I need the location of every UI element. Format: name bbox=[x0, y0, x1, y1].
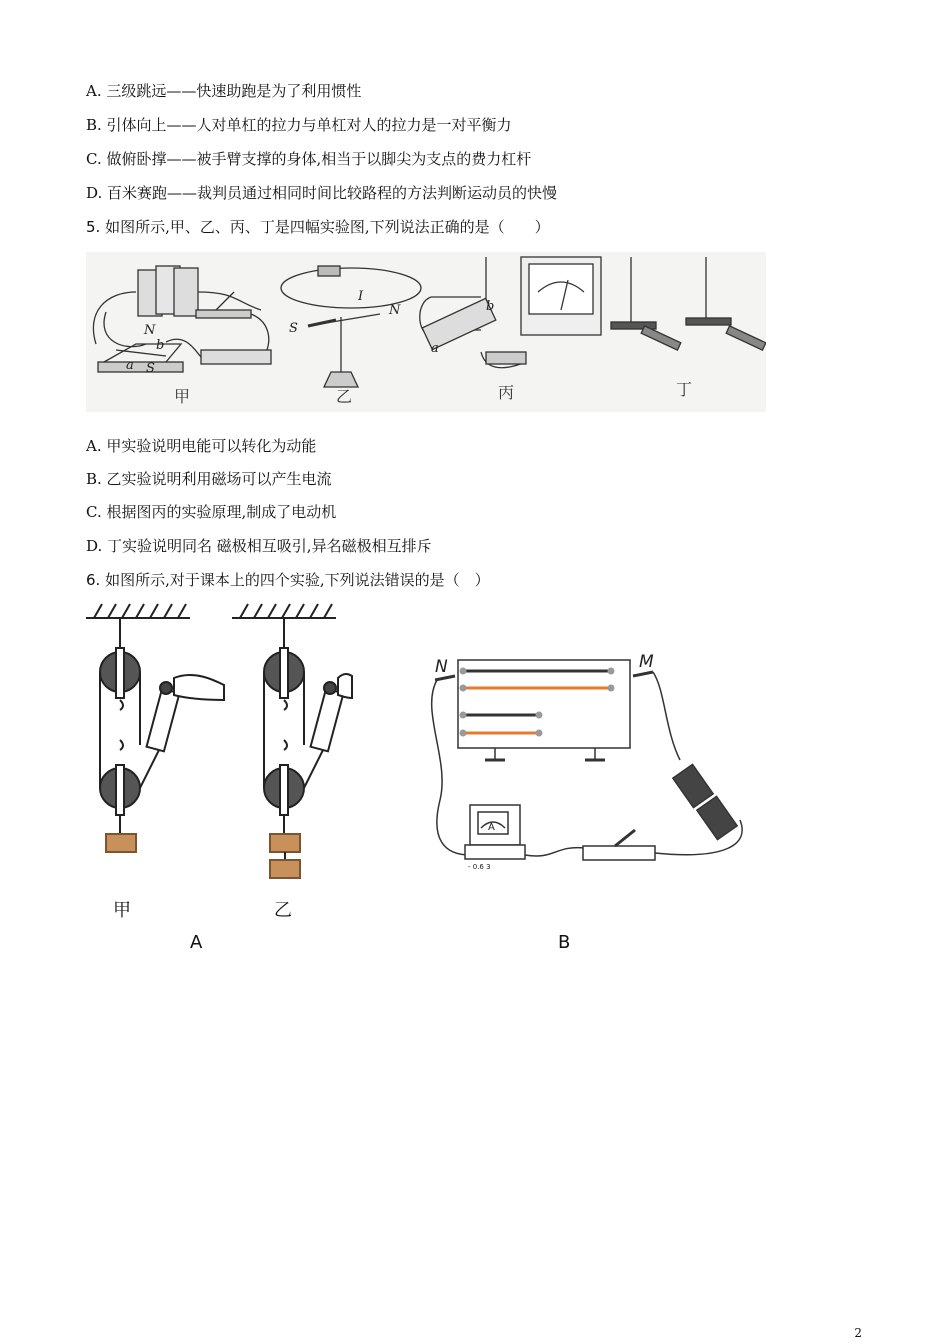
letter-ss: S bbox=[289, 321, 298, 336]
page-number: 2 bbox=[854, 1326, 862, 1340]
q4-option-b: B. 引体向上——人对单杠的拉力与单杠对人的拉力是一对平衡力 bbox=[86, 116, 512, 134]
ammeter-scale: - 0.6 3 bbox=[468, 863, 491, 871]
q6-stem-text: 如图所示,对于课本上的四个实验,下列说法错误的是（ ） bbox=[100, 571, 490, 589]
letter-a: a bbox=[126, 358, 134, 373]
letter-b2: b bbox=[486, 299, 495, 314]
label-jia: 甲 bbox=[174, 387, 191, 406]
q5-option-c: C. 根据图丙的实验原理,制成了电动机 bbox=[86, 503, 337, 521]
q5-stem-text: 如图所示,甲、乙、丙、丁是四幅实验图,下列说法正确的是（ ） bbox=[100, 218, 550, 236]
label-m: M bbox=[639, 652, 654, 672]
letter-a2: a bbox=[431, 341, 439, 356]
q5-option-d: D. 丁实验说明同名 磁极相互吸引,异名磁极相互排斥 bbox=[86, 537, 432, 555]
label-ding: 丁 bbox=[676, 380, 693, 399]
q6-stem bbox=[86, 570, 490, 590]
letter-s: S bbox=[146, 361, 155, 376]
fig-jia-battery bbox=[138, 266, 198, 316]
q5-option-b: B. 乙实验说明利用磁场可以产生电流 bbox=[86, 470, 332, 488]
q4-option-a: A. 三级跳远——快速助跑是为了利用惯性 bbox=[86, 82, 362, 100]
letter-n: N bbox=[144, 323, 156, 338]
label-yi: 乙 bbox=[336, 387, 353, 406]
q6-pulley-figure bbox=[84, 600, 354, 900]
ammeter-symbol: A bbox=[488, 822, 495, 833]
caption-a: A bbox=[190, 932, 203, 953]
label-bing: 丙 bbox=[498, 383, 515, 402]
pulley-label-jia: 甲 bbox=[113, 900, 131, 921]
q4-option-d: D. 百米赛跑——裁判员通过相同时间比较路程的方法判断运动员的快慢 bbox=[86, 184, 558, 202]
caption-b: B bbox=[558, 932, 571, 953]
q6-number: 6. bbox=[86, 571, 101, 589]
q4-option-c: C. 做俯卧撑——被手臂支撑的身体,相当于以脚尖为支点的费力杠杆 bbox=[86, 150, 532, 168]
q5-number: 5. bbox=[86, 218, 101, 236]
q5-stem bbox=[86, 217, 550, 237]
letter-i: I bbox=[358, 289, 364, 304]
q5-figure bbox=[86, 252, 766, 412]
q5-option-a: A. 甲实验说明电能可以转化为动能 bbox=[86, 437, 317, 455]
letter-b: b bbox=[156, 338, 165, 353]
letter-nn: N bbox=[389, 303, 401, 318]
pulley-label-yi: 乙 bbox=[274, 900, 292, 921]
label-n: N bbox=[435, 657, 448, 677]
q6-wire-figure bbox=[425, 650, 755, 880]
